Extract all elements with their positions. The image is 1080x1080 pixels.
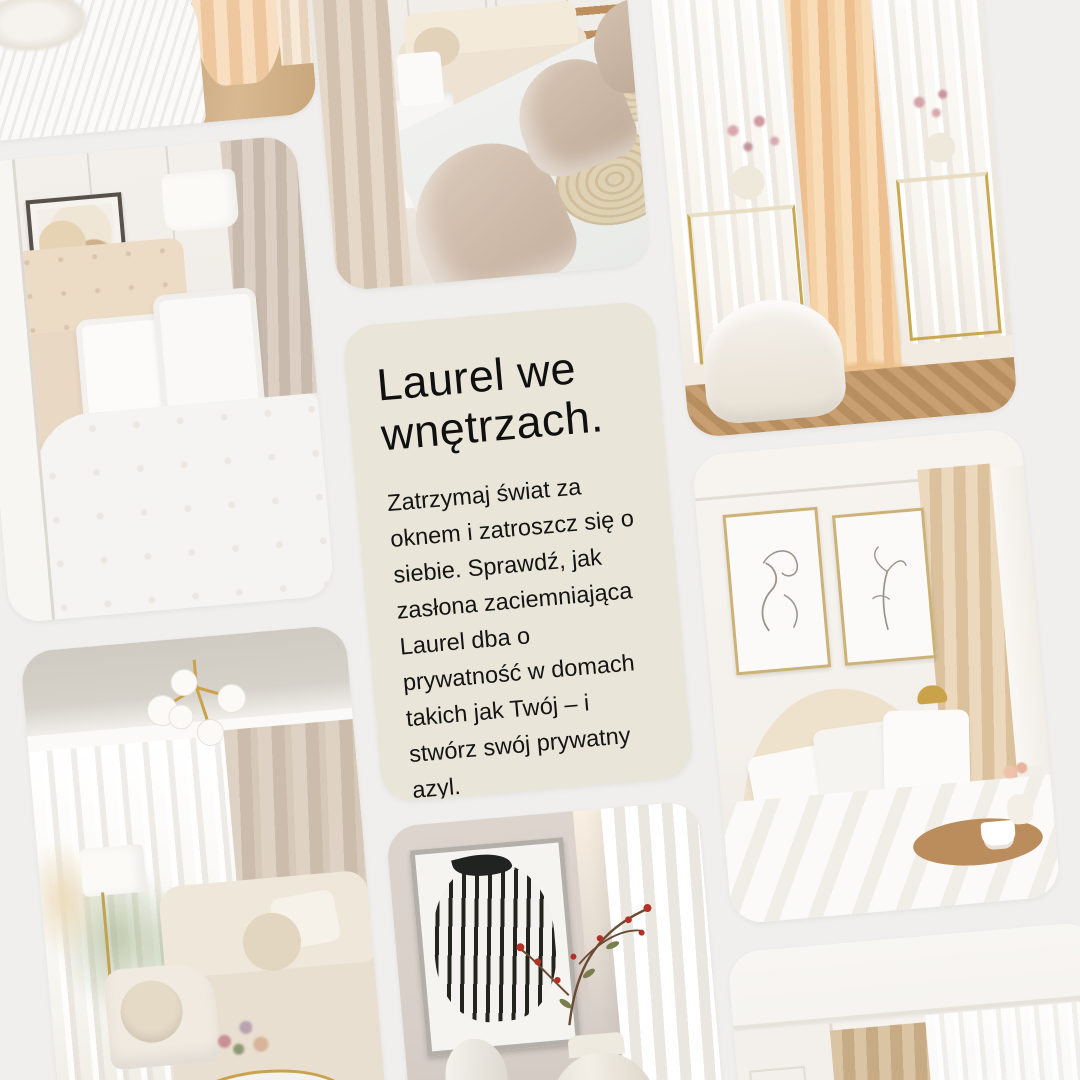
- gold-framed-line-art: [723, 507, 832, 676]
- text-card-content: [374, 338, 671, 804]
- text-card: [342, 300, 694, 803]
- beige-curtain: [307, 0, 413, 292]
- chandelier-icon: [132, 655, 259, 755]
- ceiling-line: [695, 478, 932, 502]
- gold-console-table: [896, 171, 1002, 340]
- small-vase: [1006, 793, 1035, 825]
- photo-dining-living: [307, 0, 650, 292]
- photo-statue-vase: [385, 800, 727, 1080]
- table-lamp: [161, 168, 240, 232]
- line-art-face: [726, 510, 828, 672]
- card-title: Laurel we wnętrzach.: [374, 342, 606, 460]
- photo-living-room: [20, 624, 393, 1080]
- gold-framed-line-art: [832, 507, 937, 666]
- photo-window-curtain: [727, 921, 1080, 1080]
- quilted-bedspread: [32, 393, 336, 620]
- wardrobe-panel: [749, 1066, 824, 1080]
- card-body: Zatrzymaj świat za oknem i zatroszcz się o siebie. Sprawdź, jak zasłona zaciemniająca Laurel dba o prywatność w domach takich jak Twój – i stwórz swój prywatny azyl.: [386, 473, 636, 804]
- photo-beige-bedroom: [0, 135, 335, 624]
- floor-lamp-shade: [80, 844, 148, 897]
- photo-lineart-bedroom: [691, 428, 1061, 925]
- photo-bedroom-corner: [0, 0, 318, 143]
- cylinder-lamp: [396, 51, 444, 107]
- sheer-overlay: [925, 1000, 1080, 1080]
- photo-vanity-curtains: [643, 0, 1018, 439]
- berry-branch-icon: [497, 866, 689, 1031]
- line-art-flowers: [835, 510, 933, 663]
- round-cushion: [118, 978, 185, 1045]
